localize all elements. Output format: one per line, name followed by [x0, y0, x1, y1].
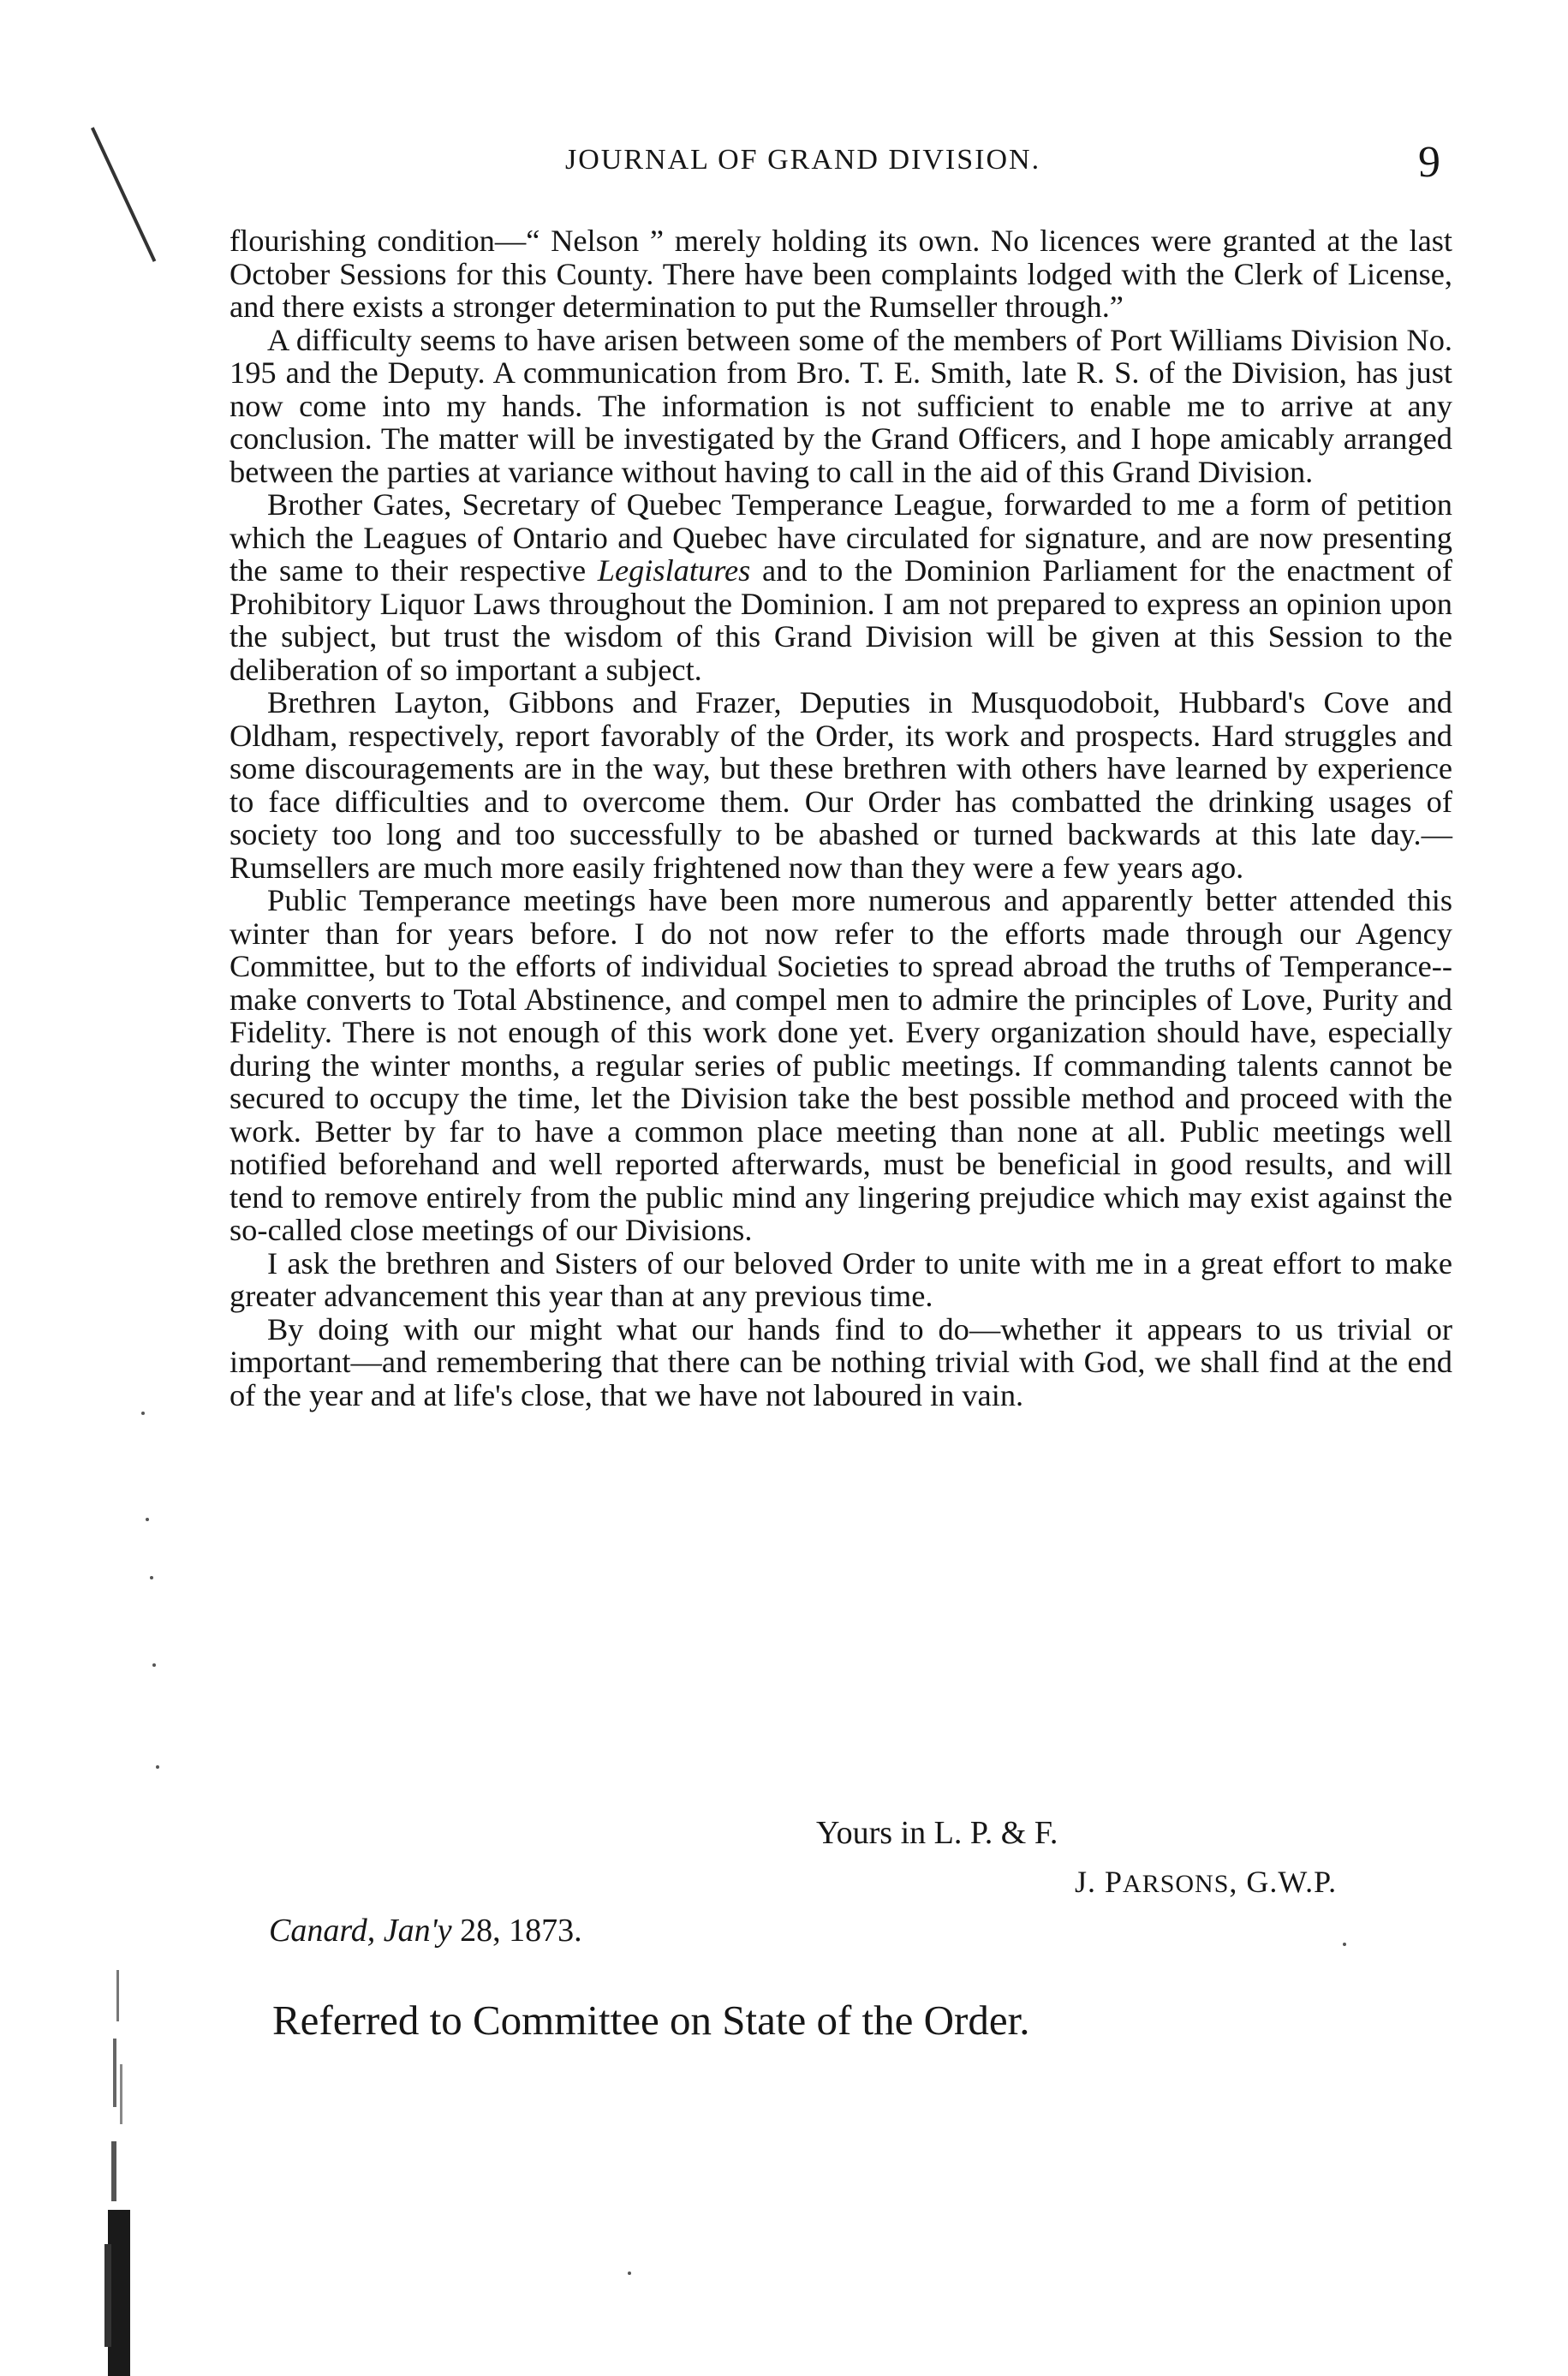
- paragraph: [230, 488, 1452, 686]
- paragraph: By doing with our might what our hands find to do—whether it appears to us trivial or important—and remembering that there can be nothing trivial with God, we shall find at the end of the year and at life's close, that we have not laboured in vain.: [230, 1311, 1452, 1412]
- paragraph-text: and to the Dominion Parliament for the enactment of Prohibitory Liquor Laws throughout the Dominion. I am not prepared to express an opinion upon the subject, but trust the wisdom of this Grand Division will be given at this Session to the deliberation of so important a subject.: [230, 553, 1452, 687]
- body-text: [230, 224, 1452, 1412]
- paragraph: Brethren Layton, Gibbons and Frazer, Deputies in Musquodoboit, Hubbard's Cove and Oldham, respectively, report favorably of the Order, its work and prospects. Hard struggles and some discouragements are in the way, but these brethren with others have learned by experience to face difficulties and to overcome them. Our Order has combatted the drinking usages of society too long and too successfully to be abashed or turned backwards at this late day.—Rumsellers are much more easily frightened now than they were a few years ago.: [230, 685, 1452, 885]
- signature-surname: ARSONS: [1123, 1870, 1230, 1898]
- signature-initial: J. P: [1075, 1865, 1124, 1899]
- paragraph: A difficulty seems to have arisen between some of the members of Port Williams Division No. 195 and the Deputy. A communication from Bro. T. E. Smith, late R. S. of the Division, has just now come into my hands. The information is not sufficient to enable me to arrive at any conclusion. The matter will be investigated by the Grand Officers, and I hope amicably arranged between the parties at variance without having to call in the aid of this Grand Division.: [230, 322, 1452, 489]
- scan-speck: [146, 1518, 149, 1521]
- dateline-place: Canard,: [269, 1913, 376, 1949]
- scan-speck: [1343, 1943, 1346, 1946]
- closing-salutation: Yours in L. P. & F.: [816, 1815, 1058, 1851]
- scan-speck: [156, 1765, 159, 1769]
- pencil-mark: [91, 127, 156, 262]
- scan-speck: [152, 1663, 156, 1667]
- dateline: [269, 1912, 582, 1949]
- scan-speck: [150, 1576, 153, 1579]
- paragraph: Public Temperance meetings have been more numerous and apparently better attended this winter than for years before. I do not now refer to the efforts made through our Agency Committee, but to the efforts of individual Societies to spread abroad the truths of Temperance--make converts to Total Abstinence, and compel men to admire the principles of Love, Purity and Fidelity. There is not enough of this work done yet. Every organization should have, especially during the winter months, a regular series of public meetings. If commanding talents cannot be secured to occupy the time, let the Division take the best possible method and proceed with the work. Better by far to have a common place meeting than none at all. Public meetings well notified beforehand and well reported afterwards, must be beneficial in good results, and will tend to remove entirely from the public mind any lingering prejudice which may exist against the so-called close meetings of our Divisions.: [230, 883, 1452, 1247]
- paragraph-text: Brother Gates, Secretary of Quebec Temperance League, forwarded to me a form of petition which the Leagues of Ontario and Quebec have circulated for signature, and are now presenting the same to their respective: [230, 487, 1452, 588]
- emphasized-word: Legislatures: [597, 553, 751, 588]
- scan-speck: [141, 1412, 145, 1415]
- scan-edge-artifact: [104, 1961, 135, 2376]
- page-number: 9: [1418, 138, 1440, 187]
- referral-note: Referred to Committee on State of the Order.: [272, 1997, 1030, 2044]
- paragraph: I ask the brethren and Sisters of our beloved Order to unite with me in a great effort to make greater advancement this year than at any previous time.: [230, 1245, 1452, 1313]
- dateline-date: 28, 1873.: [460, 1913, 582, 1949]
- signature-title: , G.W.P.: [1229, 1865, 1338, 1899]
- scan-speck: [628, 2272, 631, 2275]
- signature: [1075, 1864, 1337, 1900]
- dateline-month: Jan'y: [383, 1913, 452, 1949]
- running-header: JOURNAL OF GRAND DIVISION.: [565, 144, 1041, 176]
- paragraph: flourishing condition—“ Nelson ” merely holding its own. No licences were granted at the last October Sessions for this County. There have been complaints lodged with the Clerk of License, and there exists a stronger determination to put the Rumseller through.”: [230, 224, 1452, 324]
